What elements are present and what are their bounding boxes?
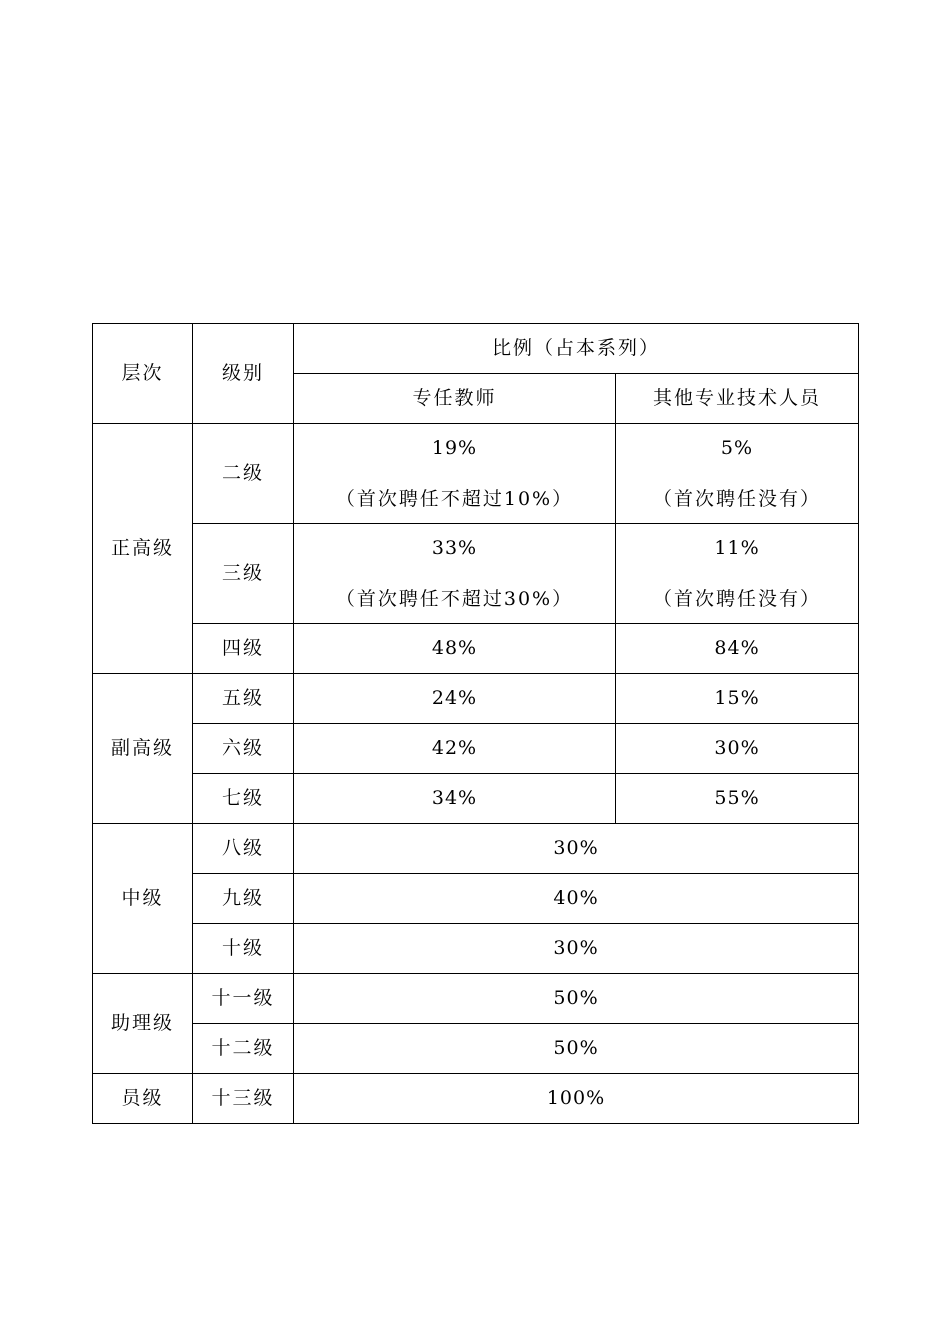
- others-cell: [616, 424, 859, 524]
- others-cell: 30%: [616, 724, 859, 774]
- teachers-cell: 48%: [294, 624, 616, 674]
- level-cell: 助理级: [93, 974, 193, 1074]
- ratio-cell: 30%: [294, 824, 859, 874]
- grade-cell: 十三级: [193, 1074, 294, 1124]
- header-level: 层次: [93, 324, 193, 424]
- table-row: [93, 424, 859, 524]
- teachers-cell: [294, 524, 616, 624]
- ratio-cell: 40%: [294, 874, 859, 924]
- teachers-cell: [294, 424, 616, 524]
- level-cell: 员级: [93, 1074, 193, 1124]
- table-row: [93, 874, 859, 924]
- grade-cell: 六级: [193, 724, 294, 774]
- grade-cell: 十二级: [193, 1024, 294, 1074]
- header-ratio: 比例（占本系列）: [294, 324, 859, 374]
- others-value: 5%: [720, 436, 754, 459]
- others-note: （首次聘任没有）: [653, 487, 822, 510]
- others-cell: 84%: [616, 624, 859, 674]
- grade-cell: 九级: [193, 874, 294, 924]
- table-row: [93, 724, 859, 774]
- level-cell: 中级: [93, 824, 193, 974]
- teachers-value: 19%: [431, 436, 478, 459]
- grade-cell: 三级: [193, 524, 294, 624]
- others-cell: [616, 524, 859, 624]
- ratio-table: [92, 323, 859, 1124]
- header-others: 其他专业技术人员: [616, 374, 859, 424]
- header-grade: 级别: [193, 324, 294, 424]
- teachers-cell: 34%: [294, 774, 616, 824]
- level-cell: 正高级: [93, 424, 193, 674]
- table-row: [93, 524, 859, 624]
- grade-cell: 十级: [193, 924, 294, 974]
- teachers-note: （首次聘任不超过10%）: [335, 487, 574, 510]
- level-cell: 副高级: [93, 674, 193, 824]
- table-row: [93, 674, 859, 724]
- table-row: [93, 1024, 859, 1074]
- others-cell: 15%: [616, 674, 859, 724]
- table-row: [93, 824, 859, 874]
- grade-cell: 五级: [193, 674, 294, 724]
- others-value: 11%: [714, 536, 760, 559]
- ratio-cell: 50%: [294, 1024, 859, 1074]
- header-row-1: [93, 324, 859, 374]
- ratio-cell: 50%: [294, 974, 859, 1024]
- table-row: [93, 774, 859, 824]
- teachers-cell: 42%: [294, 724, 616, 774]
- grade-cell: 二级: [193, 424, 294, 524]
- ratio-cell: 100%: [294, 1074, 859, 1124]
- grade-cell: 八级: [193, 824, 294, 874]
- teachers-value: 33%: [431, 536, 478, 559]
- table-row: [93, 1074, 859, 1124]
- ratio-cell: 30%: [294, 924, 859, 974]
- table-row: [93, 974, 859, 1024]
- teachers-note: （首次聘任不超过30%）: [335, 587, 574, 610]
- others-note: （首次聘任没有）: [653, 587, 822, 610]
- header-teachers: 专任教师: [294, 374, 616, 424]
- teachers-cell: 24%: [294, 674, 616, 724]
- grade-cell: 七级: [193, 774, 294, 824]
- grade-cell: 四级: [193, 624, 294, 674]
- table-row: [93, 624, 859, 674]
- table-row: [93, 924, 859, 974]
- grade-cell: 十一级: [193, 974, 294, 1024]
- others-cell: 55%: [616, 774, 859, 824]
